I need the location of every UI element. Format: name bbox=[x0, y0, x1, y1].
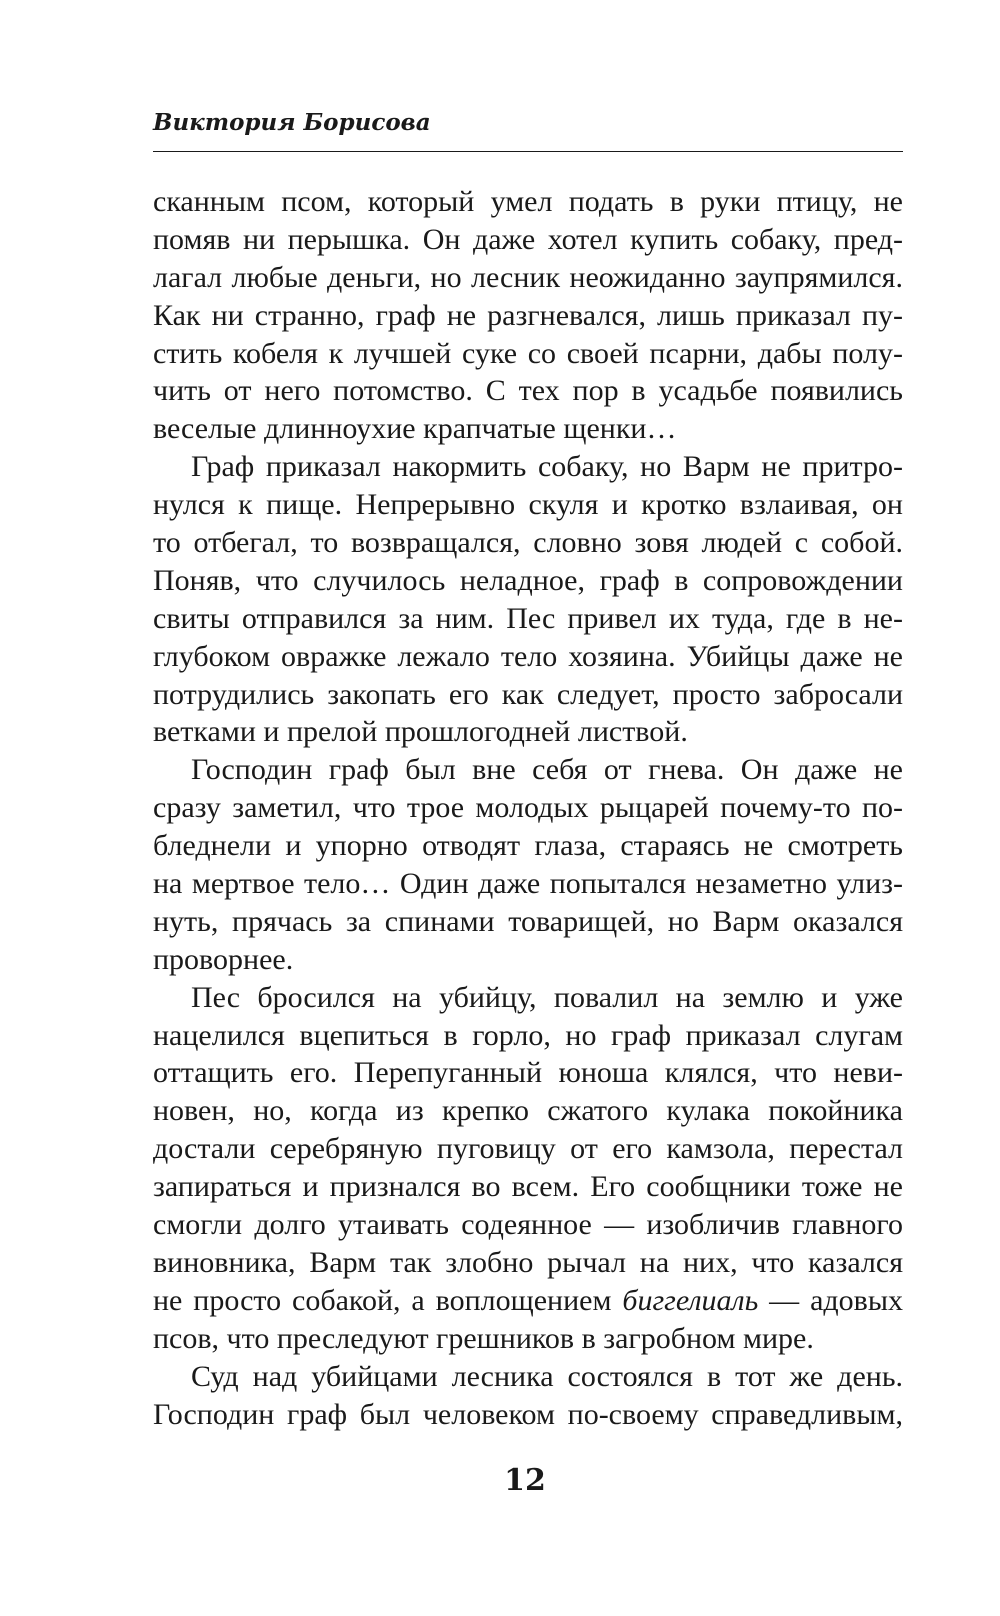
text-line: то отбегал, то возвращался, словно зовя людей с собой. bbox=[153, 526, 903, 560]
text-line: достали серебряную пуговицу от его камзола, перестал bbox=[153, 1132, 903, 1166]
text-line: виновника, Варм так злобно рычал на них, что казался bbox=[153, 1245, 903, 1279]
text-line: глубоком овражке лежало тело хозяина. Убийцы даже не bbox=[153, 639, 903, 673]
text-line: нулся к пище. Непрерывно скуля и кротко взлаивая, он bbox=[153, 488, 903, 522]
text-line-with-italic bbox=[153, 1282, 903, 1320]
text-line: Поняв, что случилось неладное, граф в сопровождении bbox=[153, 563, 903, 597]
text-segment: — адовых bbox=[758, 1283, 903, 1317]
text-line: ветками и прелой прошлогодней листвой. bbox=[153, 715, 688, 749]
text-line: сразу заметил, что трое молодых рыцарей почему-то по- bbox=[153, 791, 903, 825]
text-line: на мертвое тело… Один даже попытался незаметно улиз- bbox=[153, 867, 903, 901]
text-line: стить кобеля к лучшей суке со своей псарни, дабы полу- bbox=[153, 336, 903, 370]
text-line: нацелился вцепиться в горло, но граф приказал слугам bbox=[153, 1018, 903, 1052]
text-line: запираться и признался во всем. Его сообщники тоже не bbox=[153, 1170, 903, 1204]
text-line: псов, что преследуют грешников в загробном мире. bbox=[153, 1321, 814, 1355]
text-line: сканным псом, который умел подать в руки птицу, не bbox=[153, 185, 903, 218]
running-header-author: Виктория Борисова bbox=[153, 109, 431, 136]
paragraph-first-line: Суд над убийцами лесника состоялся в тот же день. bbox=[191, 1359, 903, 1393]
text-line: чить от него потомство. С тех пор в усадьбе появились bbox=[153, 374, 903, 408]
page-number: 12 bbox=[504, 1463, 546, 1498]
text-line: помяв ни перышка. Он даже хотел купить собаку, пред- bbox=[153, 222, 903, 256]
text-line: веселые длинноухие крапчатые щенки… bbox=[153, 412, 677, 446]
body-text bbox=[153, 183, 903, 1433]
text-line: смогли долго утаивать содеянное — изобличив главного bbox=[153, 1208, 903, 1242]
text-line: нуть, прячась за спинами товарищей, но Варм оказался bbox=[153, 904, 903, 938]
text-line: оттащить его. Перепуганный юноша клялся, что неви- bbox=[153, 1056, 903, 1090]
text-line: свиты отправился за ним. Пес привел их туда, где в не- bbox=[153, 601, 903, 635]
text-line: бледнели и упорно отводят глаза, стараясь не смотреть bbox=[153, 829, 903, 863]
paragraph-first-line: Пес бросился на убийцу, повалил на землю и уже bbox=[191, 980, 903, 1014]
text-line: проворнее. bbox=[153, 942, 294, 976]
text-line: лагал любые деньги, но лесник неожиданно заупрямился. bbox=[153, 260, 903, 294]
text-line: новен, но, когда из крепко сжатого кулака покойника bbox=[153, 1094, 903, 1128]
text-segment: не просто собакой, а воплощением bbox=[153, 1283, 623, 1317]
paragraph-first-line: Господин граф был вне себя от гнева. Он даже не bbox=[191, 753, 903, 787]
paragraph-first-line: Граф приказал накормить собаку, но Варм не притро- bbox=[191, 450, 903, 484]
text-line: Господин граф был человеком по-своему справедливым, bbox=[153, 1397, 903, 1431]
text-line: Как ни странно, граф не разгневался, лишь приказал пу- bbox=[153, 298, 903, 332]
text-line: потрудились закопать его как следует, просто забросали bbox=[153, 677, 903, 711]
italic-term: биггелиаль bbox=[622, 1283, 759, 1317]
header-rule bbox=[153, 151, 903, 152]
